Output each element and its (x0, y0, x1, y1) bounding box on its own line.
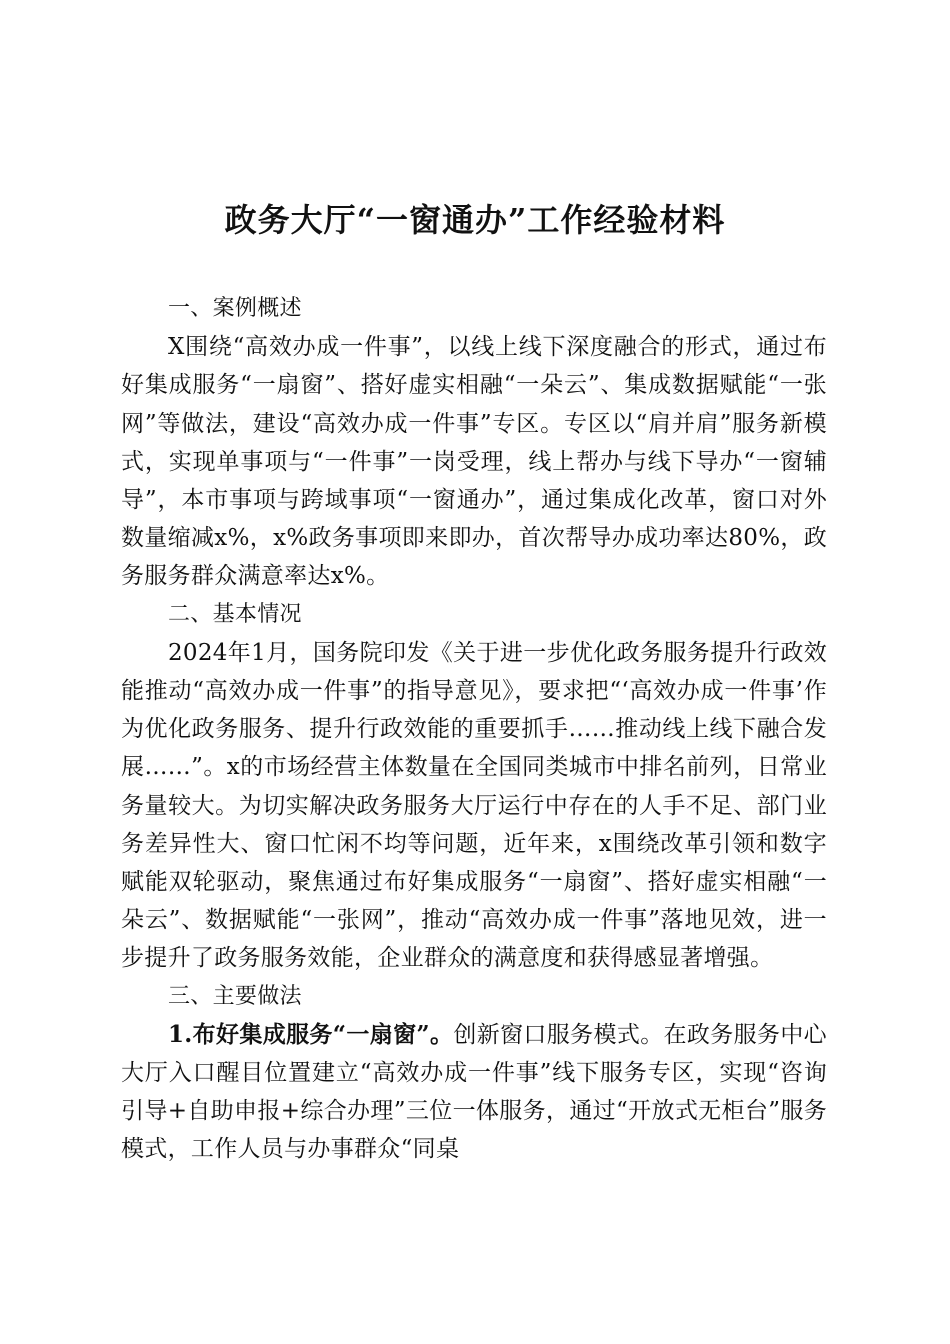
section-paragraph: X围绕“高效办成一件事”，以线上线下深度融合的形式，通过布好集成服务“一扇窗”、搭好虚实相融“一朵云”、集成数据赋能“一张网”等做法，建设“高效办成一件事”专区。专区以“肩并肩”服务新模式，实现单事项与“一件事”一岗受理，线上帮办与线下导办“一窗辅导”，本市事项与跨域事项“一窗通办”，通过集成化改革，窗口对外数量缩减x%，x%政务事项即来即办，首次帮导办成功率达80%，政务服务群众满意率达x%。 (121, 334, 827, 590)
paragraph-text: 创新窗口服务模式。在政务服务中心大厅入口醒目位置建立“高效办成一件事”线下服务专区，实现“咨询引导+自助申报+综合办理”三位一体服务，通过“开放式无柜台”服务模式，工作人员与办事群众“同桌 (121, 1021, 827, 1163)
section-overview (121, 290, 827, 596)
document-title: 政务大厅“一窗通办”工作经验材料 (224, 201, 726, 239)
section-main-practices (121, 978, 827, 1169)
section-heading: 二、基本情况 (168, 601, 302, 627)
section-heading: 三、主要做法 (168, 983, 302, 1009)
section-background (121, 596, 827, 978)
section-paragraph: 2024年1月，国务院印发《关于进一步优化政务服务提升行政效能推动“高效办成一件事”的指导意见》，要求把“‘高效办成一件事’作为优化政务服务、提升行政效能的重要抓手……推动线上线下融合发展……”。x的市场经营主体数量在全国同类城市中排名前列，日常业务量较大。为切实解决政务服务大厅运行中存在的人手不足、部门业务差异性大、窗口忙闲不均等问题，近年来，x围绕改革引领和数字赋能双轮驱动，聚焦通过布好集成服务“一扇窗”、搭好虚实相融“一朵云”、数据赋能“一张网”，推动“高效办成一件事”落地见效，进一步提升了政务服务效能，企业群众的满意度和获得感显著增强。 (121, 639, 827, 972)
document-body (121, 290, 827, 1169)
section-paragraph (121, 1016, 827, 1169)
paragraph-lead: 1.布好集成服务“一扇窗”。 (168, 1020, 454, 1048)
section-heading: 一、案例概述 (168, 296, 302, 321)
